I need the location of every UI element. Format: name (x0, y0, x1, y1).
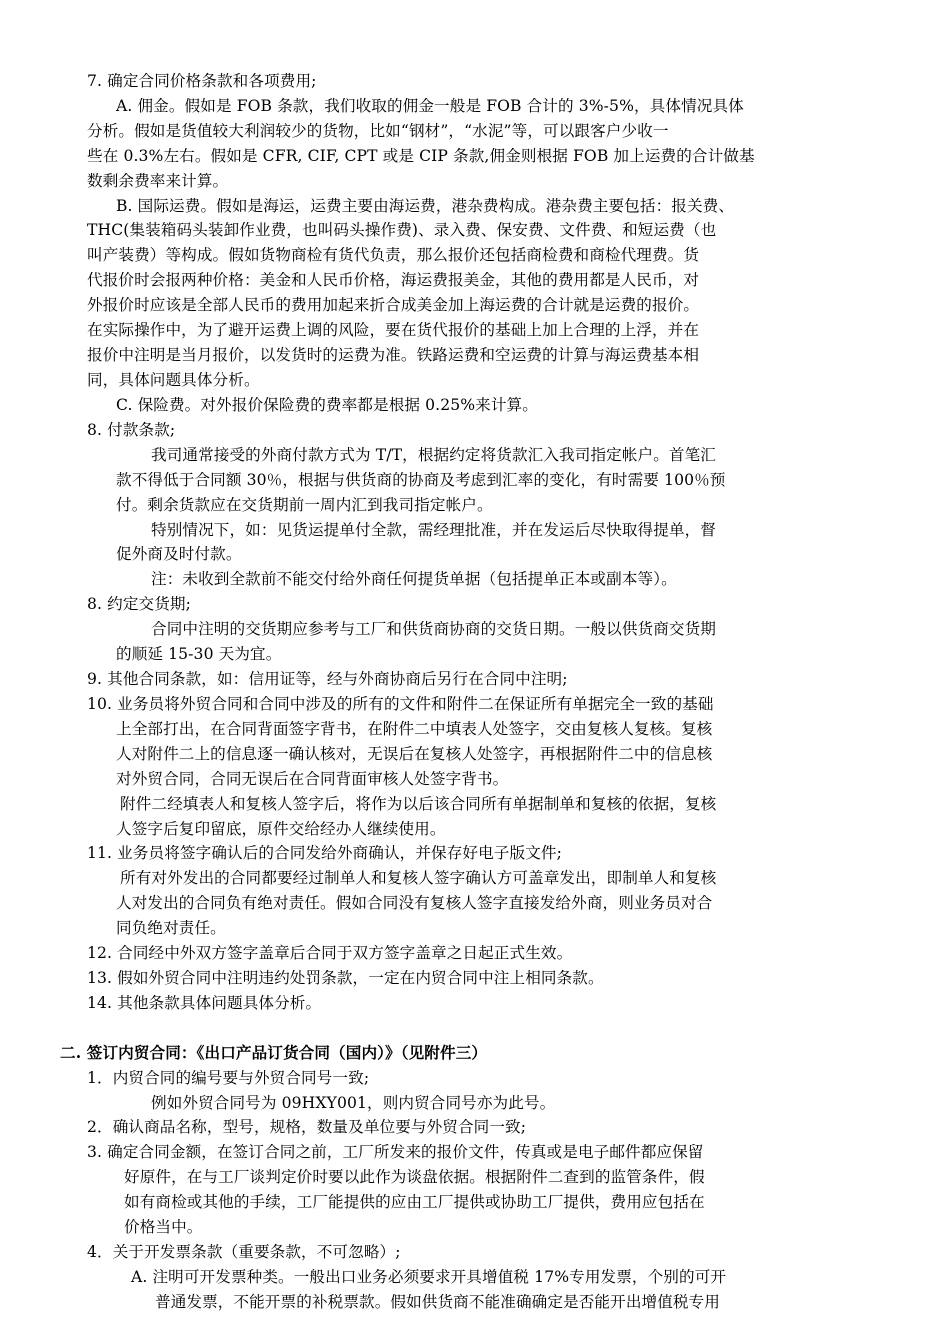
text-line: 12. 合同经中外双方签字盖章后合同于双方签字盖章之日起正式生效。 (87, 944, 573, 962)
text-line: 2．确认商品名称，型号，规格，数量及单位要与外贸合同一致; (87, 1118, 527, 1136)
text-line: 8. 付款条款; (87, 421, 176, 439)
text-line: A. 注明可开发票种类。一般出口业务必须要求开具增值税 17%专用发票，个别的可开 (131, 1268, 727, 1286)
text-line: 特别情况下，如：见货运提单付全款，需经理批准，并在发运后尽快取得提单，督 (151, 521, 716, 539)
text-line: 人对发出的合同负有绝对责任。假如合同没有复核人签字直接发给外商，则业务员对合 (116, 894, 713, 912)
text-line: 如有商检或其他的手续，工厂能提供的应由工厂提供或协助工厂提供，费用应包括在 (124, 1193, 705, 1211)
text-line: 同负绝对责任。 (116, 919, 226, 937)
text-line: 附件二经填表人和复核人签字后，将作为以后该合同所有单据制单和复核的依据，复核 (120, 795, 717, 813)
text-line: 14. 其他条款具体问题具体分析。 (87, 994, 322, 1012)
text-line: 些在 0.3%左右。假如是 CFR, CIF, CPT 或是 CIP 条款,佣金则根据 FOB 加上运费的合计做基 (87, 147, 755, 165)
text-line: 叫产装费）等构成。假如货物商检有货代负责，那么报价还包括商检费和商检代理费。货 (87, 246, 700, 264)
text-line: 代报价时会报两种价格：美金和人民币价格，海运费报美金，其他的费用都是人民币，对 (87, 271, 700, 289)
section-heading: 二. 签订内贸合同：《出口产品订货合同（国内）》（见附件三） (60, 1043, 488, 1062)
text-line: B. 国际运费。假如是海运，运费主要由海运费，港杂费构成。港杂费主要包括：报关费、 (116, 197, 735, 215)
text-line: 同，具体问题具体分析。 (87, 371, 260, 389)
text-line: 人对附件二上的信息逐一确认核对，无误后在复核人处签字，再根据附件二中的信息核 (116, 745, 713, 763)
text-line: 款不得低于合同额 30％，根据与供货商的协商及考虑到汇率的变化，有时需要 100％预 (116, 471, 726, 489)
text-line: 7. 确定合同价格条款和各项费用; (87, 72, 317, 90)
text-line: 11. 业务员将签字确认后的合同发给外商确认，并保存好电子版文件; (87, 844, 562, 862)
text-line: 人签字后复印留底，原件交给经办人继续使用。 (116, 820, 446, 838)
text-line: 4．关于开发票条款（重要条款，不可忽略）; (87, 1243, 401, 1261)
text-line: 外报价时应该是全部人民币的费用加起来折合成美金加上海运费的合计就是运费的报价。 (87, 296, 700, 314)
text-line: 13. 假如外贸合同中注明违约处罚条款，一定在内贸合同中注上相同条款。 (87, 969, 604, 987)
text-line: A. 佣金。假如是 FOB 条款，我们收取的佣金一般是 FOB 合计的 3%-5%，具体情况具体 (116, 97, 744, 115)
text-line: 例如外贸合同号为 09HXY001，则内贸合同号亦为此号。 (151, 1094, 556, 1112)
text-line: 促外商及时付款。 (116, 545, 242, 563)
text-line: 普通发票，不能开票的补税票款。假如供货商不能准确确定是否能开出增值税专用 (155, 1293, 720, 1311)
text-line: 注：未收到全款前不能交付给外商任何提货单据（包括提单正本或副本等）。 (151, 570, 677, 588)
text-line: 8. 约定交货期; (87, 595, 191, 613)
text-line: 的顺延 15-30 天为宜。 (116, 645, 282, 663)
text-line: 报价中注明是当月报价，以发货时的运费为准。铁路运费和空运费的计算与海运费基本相 (87, 346, 700, 364)
text-line: 分析。假如是货值较大利润较少的货物，比如“钢材”，“水泥”等，可以跟客户少收一 (87, 122, 669, 140)
text-line: 1．内贸合同的编号要与外贸合同号一致; (87, 1069, 370, 1087)
text-line: 数剩余费率来计算。 (87, 172, 229, 190)
text-line: THC(集装箱码头装卸作业费，也叫码头操作费)、录入费、保安费、文件费、和短运费（也 (87, 221, 717, 239)
text-line: 价格当中。 (124, 1218, 203, 1236)
text-line: 付。剩余货款应在交货期前一周内汇到我司指定帐户。 (116, 496, 493, 514)
text-line: C. 保险费。对外报价保险费的费率都是根据 0.25%来计算。 (116, 396, 538, 414)
text-line: 对外贸合同，合同无误后在合同背面审核人处签字背书。 (116, 770, 509, 788)
text-line: 合同中注明的交货期应参考与工厂和供货商协商的交货日期。一般以供货商交货期 (151, 620, 716, 638)
text-line: 9. 其他合同条款，如：信用证等，经与外商协商后另行在合同中注明; (87, 670, 568, 688)
text-line: 上全部打出，在合同背面签字背书，在附件二中填表人处签字，交由复核人复核。复核 (116, 720, 713, 738)
text-line: 我司通常接受的外商付款方式为 T/T，根据约定将货款汇入我司指定帐户。首笔汇 (151, 446, 716, 464)
text-line: 所有对外发出的合同都要经过制单人和复核人签字确认方可盖章发出，即制单人和复核 (120, 869, 717, 887)
text-line: 3. 确定合同金额，在签订合同之前，工厂所发来的报价文件，传真或是电子邮件都应保留 (87, 1143, 704, 1161)
text-line: 好原件，在与工厂谈判定价时要以此作为谈盘依据。根据附件二查到的监管条件，假 (124, 1168, 705, 1186)
text-line: 10. 业务员将外贸合同和合同中涉及的所有的文件和附件二在保证所有单据完全一致的基础 (87, 695, 714, 713)
text-line: 在实际操作中，为了避开运费上调的风险，要在货代报价的基础上加上合理的上浮，并在 (87, 321, 700, 339)
